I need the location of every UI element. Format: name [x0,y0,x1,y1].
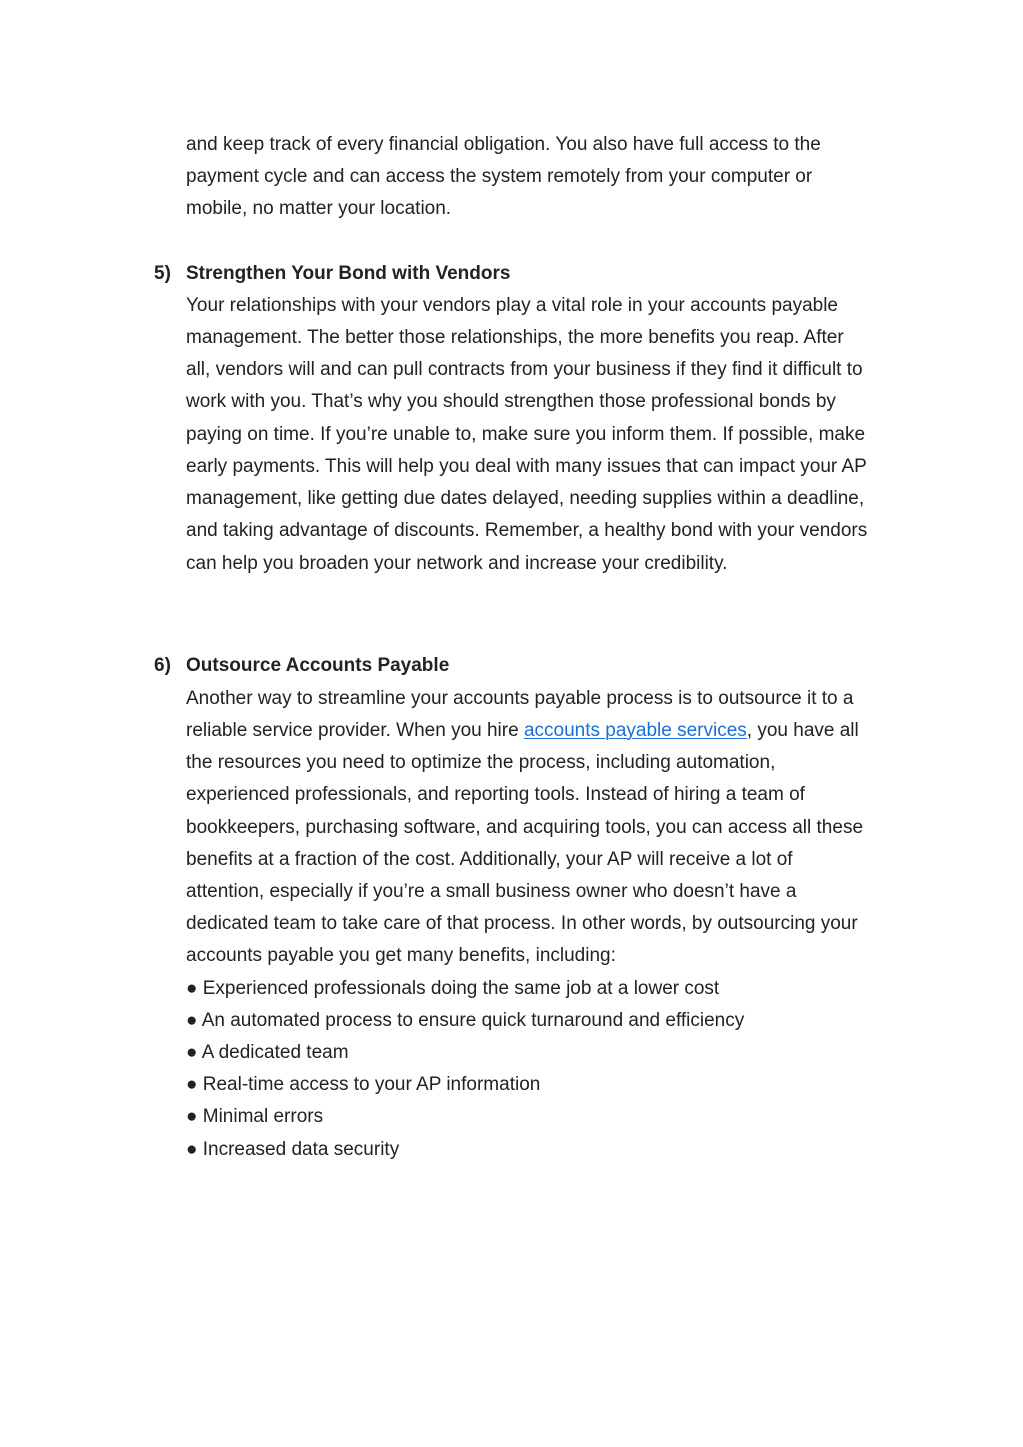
list-item: ● Real-time access to your AP information [186,1074,541,1095]
paragraph-line: management. The better those relationships, the more benefits you reap. After [186,327,844,348]
paragraph-line: and keep track of every financial obligation. You also have full access to the [186,134,821,155]
list-item: ● Minimal errors [186,1106,324,1127]
paragraph-line: benefits at a fraction of the cost. Additionally, your AP will receive a lot of [186,849,793,870]
paragraph-line: paying on time. If you’re unable to, make sure you inform them. If possible, make [186,424,866,445]
list-item: ● Experienced professionals doing the same job at a lower cost [186,978,720,999]
paragraph-line: all, vendors will and can pull contracts from your business if they find it difficult to [186,359,863,380]
paragraph-line: experienced professionals, and reporting tools. Instead of hiring a team of [186,784,805,805]
paragraph-line [186,719,859,743]
list-item: ● A dedicated team [186,1042,349,1063]
paragraph-line: payment cycle and can access the system remotely from your computer or [186,166,813,187]
paragraph-line: bookkeepers, purchasing software, and acquiring tools, you can access all these [186,817,864,838]
paragraph-line: early payments. This will help you deal with many issues that can impact your AP [186,456,867,477]
paragraph-line: Your relationships with your vendors play a vital role in your accounts payable [186,295,838,316]
section-number: 6) [154,655,171,676]
paragraph-line: can help you broaden your network and increase your credibility. [186,553,728,574]
section-heading: Outsource Accounts Payable [186,655,450,676]
paragraph-line: accounts payable you get many benefits, including: [186,945,616,966]
paragraph-line: work with you. That’s why you should strengthen those professional bonds by [186,391,836,412]
paragraph-line: attention, especially if you’re a small business owner who doesn’t have a [186,881,797,902]
paragraph-line: management, like getting due dates delayed, needing supplies within a deadline, [186,488,865,509]
paragraph-line: dedicated team to take care of that process. In other words, by outsourcing your [186,913,858,934]
paragraph-text: , you have all [746,720,859,741]
list-item: ● Increased data security [186,1139,400,1160]
paragraph-text: reliable service provider. When you hire [186,720,524,741]
paragraph-line: Another way to streamline your accounts payable process is to outsource it to a [186,688,854,709]
section-number: 5) [154,263,171,284]
paragraph-line: and taking advantage of discounts. Remember, a healthy bond with your vendors [186,520,868,541]
accounts-payable-services-link[interactable]: accounts payable services [523,720,747,741]
list-item: ● An automated process to ensure quick turnaround and efficiency [186,1010,745,1031]
paragraph-line: mobile, no matter your location. [186,198,452,219]
section-heading: Strengthen Your Bond with Vendors [186,263,511,284]
paragraph-line: the resources you need to optimize the process, including automation, [186,752,776,773]
